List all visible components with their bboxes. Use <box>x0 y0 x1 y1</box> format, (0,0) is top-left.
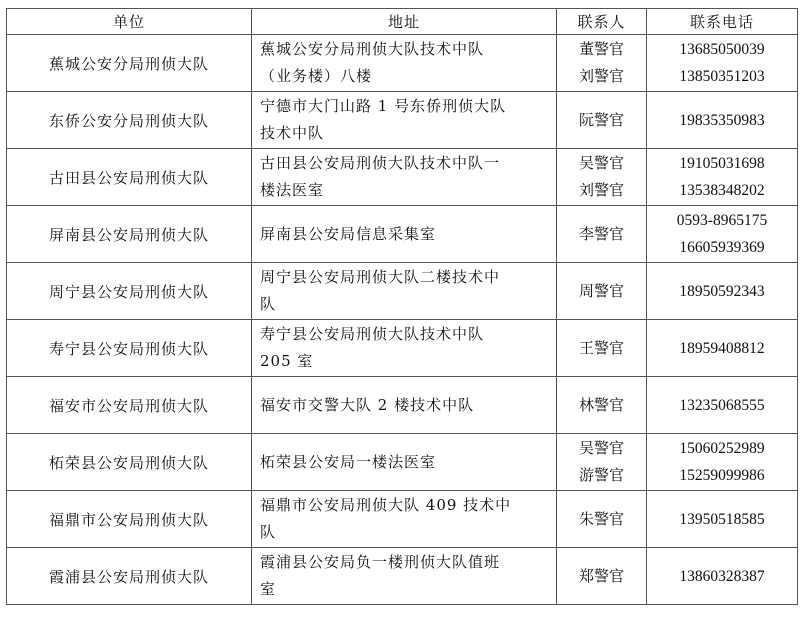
contact-name: 周警官 <box>578 281 624 300</box>
table-row <box>7 149 798 206</box>
contact-cell <box>557 491 647 548</box>
unit-cell: 古田县公安局刑侦大队 <box>7 149 252 206</box>
contact-name: 吴警官 <box>578 154 624 172</box>
contact-cell <box>557 548 647 605</box>
address-cell <box>252 320 557 377</box>
contact-name: 刘警官 <box>578 67 624 85</box>
address-line: 队 <box>260 523 277 541</box>
contact-cell <box>557 92 647 149</box>
phone-number: 19105031698 <box>679 155 765 172</box>
contact-cell <box>557 149 647 206</box>
header-unit: 单位 <box>7 9 252 35</box>
address-cell <box>252 263 557 320</box>
address-line: 霞浦县公安局负一楼刑侦大队值班 <box>260 553 501 571</box>
phone-number: 19835350983 <box>679 111 765 129</box>
unit-cell: 福安市公安局刑侦大队 <box>7 377 252 434</box>
unit-cell: 屏南县公安局刑侦大队 <box>7 206 252 263</box>
table-row <box>7 548 798 605</box>
header-row <box>7 9 798 35</box>
address-line: 楼法医室 <box>260 181 325 199</box>
phone-cell <box>647 35 798 92</box>
contact-name: 李警官 <box>578 224 624 243</box>
phone-number: 18950592343 <box>679 282 765 300</box>
header-address: 地址 <box>252 9 557 35</box>
contact-cell <box>557 263 647 320</box>
address-line: 周宁县公安局刑侦大队二楼技术中 <box>260 268 501 286</box>
address-cell <box>252 434 557 491</box>
phone-number: 16605939369 <box>679 239 765 256</box>
address-line: 宁德市大门山路 1 号东侨刑侦大队 <box>260 97 507 115</box>
table-row <box>7 491 798 548</box>
phone-cell <box>647 434 798 491</box>
phone-number: 13235068555 <box>679 396 765 414</box>
table-row <box>7 434 798 491</box>
address-cell <box>252 92 557 149</box>
table-row <box>7 263 798 320</box>
phone-cell <box>647 92 798 149</box>
unit-cell: 霞浦县公安局刑侦大队 <box>7 548 252 605</box>
contact-cell <box>557 206 647 263</box>
contact-cell <box>557 320 647 377</box>
table-row <box>7 92 798 149</box>
address-line: 福安市交警大队 2 楼技术中队 <box>260 395 475 414</box>
phone-cell <box>647 548 798 605</box>
unit-cell: 福鼎市公安局刑侦大队 <box>7 491 252 548</box>
contact-name: 林警官 <box>578 395 624 414</box>
header-contact: 联系人 <box>557 9 647 35</box>
phone-cell <box>647 263 798 320</box>
phone-number: 13950518585 <box>679 510 765 528</box>
contact-cell <box>557 35 647 92</box>
contact-cell <box>557 434 647 491</box>
phone-cell <box>647 320 798 377</box>
address-cell <box>252 491 557 548</box>
contact-name: 刘警官 <box>578 181 624 199</box>
phone-number: 13850351203 <box>679 68 765 85</box>
address-line: 寿宁县公安局刑侦大队技术中队 <box>260 325 485 343</box>
phone-number: 18959408812 <box>679 339 765 357</box>
unit-cell: 柘荣县公安局刑侦大队 <box>7 434 252 491</box>
phone-number: 15259099986 <box>679 467 765 484</box>
address-line: 队 <box>260 295 277 313</box>
address-line: 福鼎市公安局刑侦大队 409 技术中 <box>260 496 512 514</box>
phone-cell <box>647 149 798 206</box>
phone-number: 13538348202 <box>679 182 765 199</box>
contact-name: 王警官 <box>578 338 624 357</box>
phone-cell <box>647 206 798 263</box>
phone-cell <box>647 377 798 434</box>
unit-cell: 东侨公安分局刑侦大队 <box>7 92 252 149</box>
contact-name: 朱警官 <box>578 509 624 528</box>
contact-cell <box>557 377 647 434</box>
contact-name: 游警官 <box>578 466 624 484</box>
address-line: （业务楼）八楼 <box>260 67 373 85</box>
address-cell <box>252 35 557 92</box>
contact-name: 阮警官 <box>578 110 624 129</box>
contact-name: 董警官 <box>578 40 624 58</box>
address-cell <box>252 206 557 263</box>
phone-cell <box>647 491 798 548</box>
phone-number: 13685050039 <box>679 41 765 58</box>
phone-number: 13860328387 <box>679 567 765 585</box>
table-row <box>7 206 798 263</box>
contact-table <box>6 8 798 605</box>
address-cell <box>252 548 557 605</box>
header-phone: 联系电话 <box>647 9 798 35</box>
contact-name: 郑警官 <box>578 566 624 585</box>
table-row <box>7 35 798 92</box>
contact-name: 吴警官 <box>578 439 624 457</box>
phone-number: 15060252989 <box>679 440 765 457</box>
address-line: 屏南县公安局信息采集室 <box>260 224 437 243</box>
address-line: 蕉城公安分局刑侦大队技术中队 <box>260 40 485 58</box>
address-line: 室 <box>260 580 277 598</box>
address-line: 柘荣县公安局一楼法医室 <box>260 452 437 471</box>
address-cell <box>252 149 557 206</box>
unit-cell: 蕉城公安分局刑侦大队 <box>7 35 252 92</box>
address-cell <box>252 377 557 434</box>
unit-cell: 寿宁县公安局刑侦大队 <box>7 320 252 377</box>
unit-cell: 周宁县公安局刑侦大队 <box>7 263 252 320</box>
table-row <box>7 377 798 434</box>
address-line: 技术中队 <box>260 124 325 142</box>
address-line: 古田县公安局刑侦大队技术中队一 <box>260 154 501 172</box>
address-line: 205 室 <box>260 352 314 370</box>
table-row <box>7 320 798 377</box>
phone-number: 0593-8965175 <box>676 212 768 229</box>
